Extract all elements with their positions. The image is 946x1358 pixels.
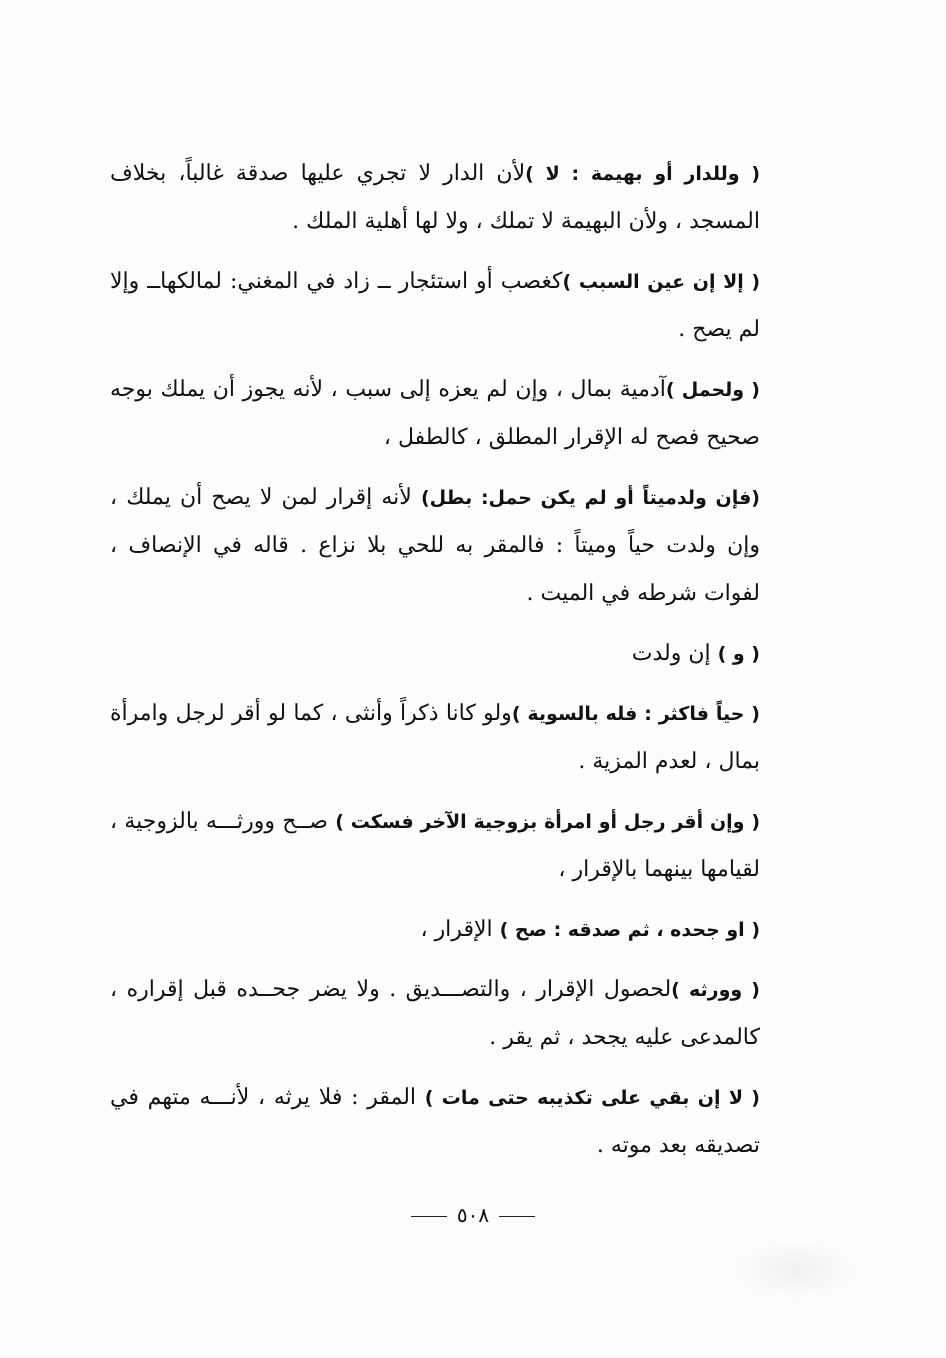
paragraph-lead: ( وورثه ) (671, 979, 760, 1001)
paragraph-lead: (فإن ولدميتاً أو لم يكن حمل: بطل) (420, 487, 760, 509)
paragraph-lead: ( حياً فاكثر : فله بالسوية ) (511, 703, 760, 725)
paragraph-3 (110, 366, 760, 462)
page-number-value: ٥٠٨ (456, 1203, 490, 1227)
paragraph-lead: ( و ) (717, 643, 760, 665)
paragraph-body: كغصب أو استئجار ــ زاد في المغني: لمالكهاــ وإلا لم يصح . (110, 269, 760, 342)
paragraph-body: لأن الدار لا تجري عليها صدقة غالباً، بخلاف المسجد ، ولأن البهيمة لا تملك ، ولا لها أهلية الملك . (110, 161, 760, 234)
paragraph-body: الإقرار ، (420, 917, 500, 942)
paragraph-lead: ( او جحده ، ثم صدقه : صح ) (499, 919, 760, 941)
paragraph-9 (110, 966, 760, 1062)
paragraph-8 (110, 906, 760, 954)
paragraph-body: إن ولدت (631, 641, 718, 666)
paragraph-lead: ( ولحمل ) (665, 379, 760, 401)
paragraph-5 (110, 630, 760, 678)
paragraph-1 (110, 150, 760, 246)
paragraph-lead: ( وللدار أو بهيمة : لا ) (525, 163, 760, 185)
paragraph-body: لحصول الإقرار ، والتصـــديق . ولا يضر جحــده قبل إقراره ، كالمدعى عليه يجحد ، ثم يقر . (110, 977, 760, 1050)
scan-smudge (736, 1240, 856, 1300)
paragraph-body: آدمية بمال ، وإن لم يعزه إلى سبب ، لأنه يجوز أن يملك بوجه صحيح فصح له الإقرار المطلق ، كالطفل ، (110, 377, 760, 450)
page-number-dash-left (499, 1216, 535, 1217)
paragraph-2 (110, 258, 760, 354)
paragraph-lead: ( لا إن بقي على تكذيبه حتى مات ) (424, 1087, 760, 1109)
paragraph-10 (110, 1074, 760, 1170)
paragraph-body: لأنه إقرار لمن لا يصح أن يملك ، وإن ولدت حياً وميتاً : فالمقر به للحي بلا نزاع . قاله في الإنصاف ، لفوات شرطه في الميت . (110, 485, 760, 606)
paragraph-body: المقر : فلا يرثه ، لأنـــه متهم في تصديقه بعد موته . (110, 1085, 760, 1158)
paragraph-lead: ( إلا إن عين السبب ) (562, 271, 761, 293)
page-number (0, 1203, 946, 1227)
paragraph-7 (110, 798, 760, 894)
paragraph-body: ولو كانا ذكراً وأنثى ، كما لو أقر لرجل وامرأة بمال ، لعدم المزية . (110, 701, 760, 774)
paragraph-lead: ( وإن أقر رجل أو امرأة بزوجية الآخر فسكت ) (335, 811, 761, 833)
main-text (110, 150, 760, 1182)
paragraph-6 (110, 690, 760, 786)
page-number-dash-right (411, 1216, 447, 1217)
paragraph-body: صــح وورثـــه بالزوجية ، لقيامها بينهما بالإقرار ، (110, 809, 760, 882)
paragraph-4 (110, 474, 760, 618)
